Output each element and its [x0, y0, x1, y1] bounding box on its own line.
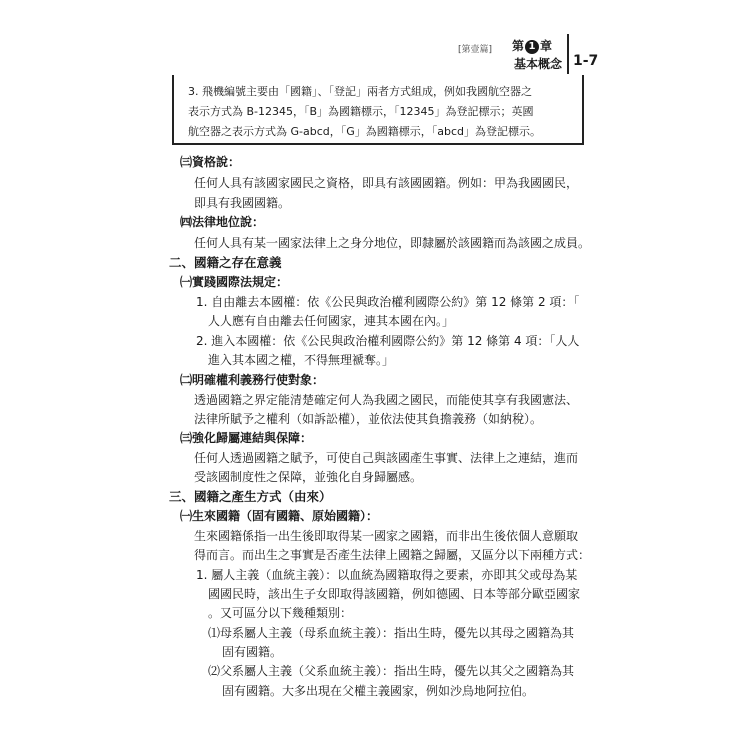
- subsection-heading: ㈠生來國籍（固有國籍、原始國籍）：: [180, 509, 379, 523]
- subsection-heading: ㈠實踐國際法規定：: [180, 275, 289, 289]
- list-item-line: ⑵父系屬人主義（父系血統主義）：指出生時，優先以其父之國籍為其: [208, 664, 575, 678]
- chapter-subtitle: 基本概念: [514, 57, 563, 71]
- list-item-line: ⑴母系屬人主義（母系血統主義）：指出生時，優先以其母之國籍為其: [208, 626, 575, 640]
- running-header: [430, 34, 599, 74]
- chapter-number-badge: 1: [525, 40, 539, 54]
- list-item-line: 人人應有自由離去任何國家，連其本國在內。」: [208, 314, 455, 328]
- subsection-heading: ㈡明確權利義務行使對象：: [180, 373, 325, 387]
- body-line: 生來國籍係指一出生後即取得某一國家之國籍，而非出生後依個人意願取: [194, 529, 579, 543]
- page-number: 1-7: [573, 53, 599, 69]
- subsection-heading: ㈣法律地位說：: [180, 215, 265, 229]
- section-heading: 二、國籍之存在意義: [169, 255, 282, 270]
- list-item-line: 進入其本國之權，不得無理褫奪。」: [208, 353, 395, 367]
- subsection-heading: ㈢資格說：: [180, 155, 241, 169]
- body-line: 任何人具有該國家國民之資格，即具有該國國籍。例如：甲為我國國民，: [194, 176, 579, 190]
- note-line: 表示方式為 B-12345，「B」為國籍標示，「12345」為登記標示；英國: [188, 105, 534, 118]
- header-divider: [567, 34, 569, 74]
- body-line: 得而言。而出生之事實是否產生法律上國籍之歸屬，又區分以下兩種方式：: [194, 548, 591, 562]
- list-item-line: 1. 屬人主義（血統主義）：以血統為國籍取得之要素，亦即其父或母為某: [196, 568, 578, 582]
- note-box: [172, 75, 584, 145]
- body-line: 任何人具有某一國家法律上之身分地位，即隸屬於該國籍而為該國之成員。: [194, 236, 591, 250]
- note-line: 3. 飛機編號主要由「國籍」、「登記」兩者方式組成，例如我國航空器之: [188, 85, 532, 98]
- body-line: 法律所賦予之權利（如訴訟權），並依法使其負擔義務（如納稅）。: [194, 412, 543, 426]
- list-item-line: 固有國籍。大多出現在父權主義國家，例如沙烏地阿拉伯。: [222, 684, 535, 698]
- part-label: [第壹篇]: [458, 45, 493, 55]
- list-item-line: 2. 進入本國權：依《公民與政治權利國際公約》第 12 條第 4 項：「人人: [196, 334, 580, 348]
- chapter-label: [512, 37, 552, 54]
- list-item-line: 。又可區分以下幾種類別：: [208, 606, 353, 620]
- section-heading: 三、國籍之產生方式（由來）: [169, 489, 332, 504]
- body-line: 即具有我國國籍。: [194, 196, 291, 210]
- chapter-prefix: 第: [512, 39, 525, 53]
- list-item-line: 固有國籍。: [222, 645, 283, 659]
- list-item-line: 1. 自由離去本國權：依《公民與政治權利國際公約》第 12 條第 2 項：「: [196, 295, 580, 309]
- chapter-suffix: 章: [540, 39, 553, 53]
- list-item-line: 國國民時，該出生子女即取得該國籍，例如德國、日本等部分歐亞國家: [208, 587, 581, 601]
- body-line: 透過國籍之界定能清楚確定何人為我國之國民，而能使其享有我國憲法、: [194, 393, 579, 407]
- note-line: 航空器之表示方式為 G-abcd，「G」為國籍標示，「abcd」為登記標示。: [188, 125, 542, 138]
- body-line: 受該國制度性之保障，並強化自身歸屬感。: [194, 470, 423, 484]
- subsection-heading: ㈢強化歸屬連結與保障：: [180, 431, 313, 445]
- body-line: 任何人透過國籍之賦予，可使自己與該國產生事實、法律上之連結，進而: [194, 451, 579, 465]
